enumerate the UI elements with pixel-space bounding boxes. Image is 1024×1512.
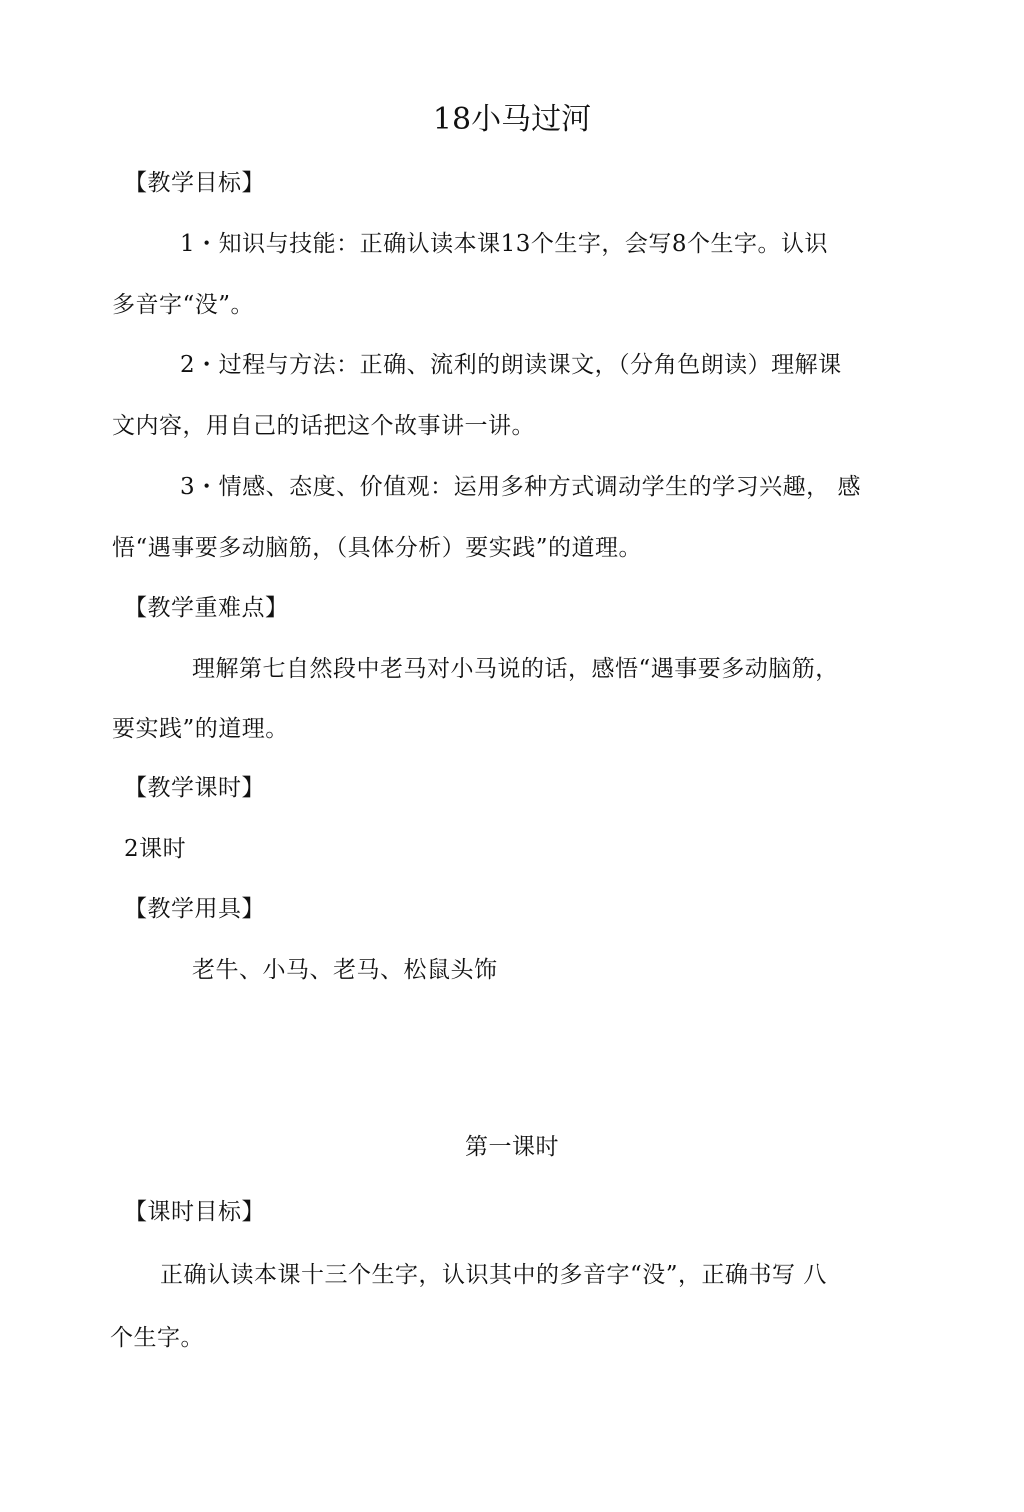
lesson-1-objective-line-1: 正确认读本课十三个生字，认识其中的多音字“没”，正确书写 八 bbox=[160, 1262, 827, 1288]
objective-2-line-1: 2・过程与方法：正确、流利的朗读课文，（分角色朗读）理解课 bbox=[180, 352, 842, 378]
difficulty-heading: 【教学重难点】 bbox=[124, 595, 289, 621]
lesson-1-objective-line-2: 个生字。 bbox=[110, 1325, 204, 1351]
objective-3-line-1: 3・情感、态度、价值观：运用多种方式调动学生的学习兴趣， 感 bbox=[180, 474, 861, 500]
document-title: 18小马过河 bbox=[432, 102, 592, 137]
lesson-1-objectives-heading: 【课时目标】 bbox=[124, 1199, 265, 1225]
difficulty-line-2: 要实践”的道理。 bbox=[112, 716, 289, 742]
objectives-heading: 【教学目标】 bbox=[124, 170, 265, 196]
periods-value: 2课时 bbox=[124, 836, 187, 862]
tools-heading: 【教学用具】 bbox=[124, 896, 265, 922]
objective-2-line-2: 文内容，用自己的话把这个故事讲一讲。 bbox=[112, 413, 535, 439]
objective-3-line-2: 悟“遇事要多动脑筋，（具体分析）要实践”的道理。 bbox=[112, 535, 643, 561]
objective-1-line-2: 多音字“没”。 bbox=[112, 292, 255, 318]
tools-value: 老牛、小马、老马、松鼠头饰 bbox=[192, 957, 498, 983]
difficulty-line-1: 理解第七自然段中老马对小马说的话，感悟“遇事要多动脑筋， bbox=[192, 656, 839, 682]
lesson-1-title: 第一课时 bbox=[465, 1134, 559, 1160]
objective-1-line-1: 1・知识与技能：正确认读本课13个生字，会写8个生字。认识 bbox=[180, 231, 829, 257]
periods-heading: 【教学课时】 bbox=[124, 775, 265, 801]
